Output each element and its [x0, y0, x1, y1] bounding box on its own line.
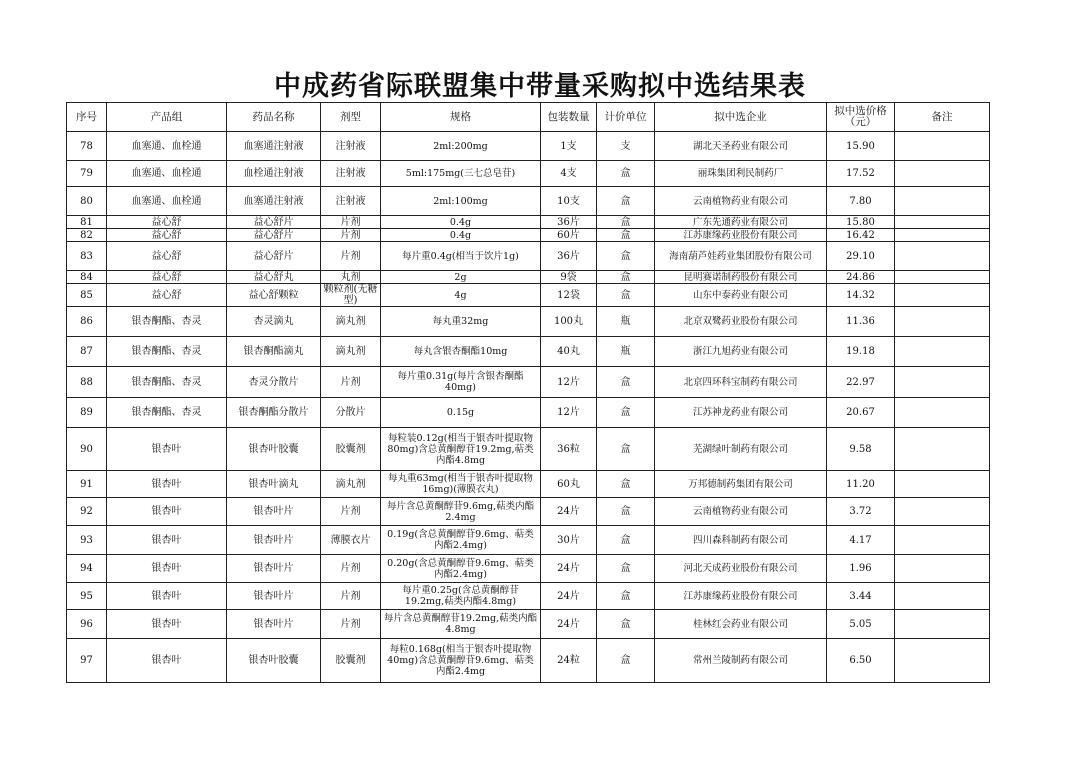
remark-cell	[895, 216, 990, 229]
spec-cell: 4g	[381, 284, 541, 307]
price-cell: 24.86	[827, 271, 895, 284]
index-cell: 96	[67, 610, 107, 639]
package-qty-cell: 4支	[541, 161, 597, 187]
table-row	[67, 610, 990, 639]
package-qty-cell: 12片	[541, 367, 597, 398]
price-cell: 29.10	[827, 242, 895, 271]
spec-cell: 每丸含银杏酮酯10mg	[381, 337, 541, 367]
drug-name-cell: 血塞通注射液	[227, 187, 321, 216]
dosage-form-cell: 丸剂	[321, 271, 381, 284]
remark-cell	[895, 526, 990, 555]
drug-name-cell: 血栓通注射液	[227, 161, 321, 187]
drug-name-cell: 银杏叶片	[227, 555, 321, 583]
product-group-cell: 银杏酮酯、杏灵	[107, 398, 227, 428]
header-cell: 计价单位	[597, 103, 655, 132]
unit-cell: 盒	[597, 271, 655, 284]
company-cell: 河北天成药业股份有限公司	[655, 555, 827, 583]
dosage-form-cell: 片剂	[321, 367, 381, 398]
index-cell: 97	[67, 639, 107, 683]
index-cell: 85	[67, 284, 107, 307]
remark-cell	[895, 498, 990, 526]
remark-cell	[895, 398, 990, 428]
unit-cell: 盒	[597, 583, 655, 610]
drug-name-cell: 益心舒片	[227, 242, 321, 271]
unit-cell: 盒	[597, 187, 655, 216]
table-row	[67, 428, 990, 471]
dosage-form-cell: 片剂	[321, 229, 381, 242]
product-group-cell: 银杏叶	[107, 610, 227, 639]
table-row	[67, 583, 990, 610]
product-group-cell: 益心舒	[107, 271, 227, 284]
package-qty-cell: 30片	[541, 526, 597, 555]
price-cell: 1.96	[827, 555, 895, 583]
price-cell: 20.67	[827, 398, 895, 428]
index-cell: 82	[67, 229, 107, 242]
remark-cell	[895, 229, 990, 242]
product-group-cell: 银杏叶	[107, 428, 227, 471]
results-table	[66, 102, 990, 683]
product-group-cell: 益心舒	[107, 229, 227, 242]
package-qty-cell: 24片	[541, 498, 597, 526]
unit-cell: 盒	[597, 555, 655, 583]
spec-cell: 每丸重63mg(相当于银杏叶提取物16mg)(薄膜衣丸)	[381, 471, 541, 498]
drug-name-cell: 银杏酮酯分散片	[227, 398, 321, 428]
company-cell: 浙江九旭药业有限公司	[655, 337, 827, 367]
price-cell: 3.44	[827, 583, 895, 610]
dosage-form-cell: 颗粒剂(无糖型)	[321, 284, 381, 307]
spec-cell: 每片含总黄酮醇苷9.6mg,萜类内酯2.4mg	[381, 498, 541, 526]
unit-cell: 盒	[597, 639, 655, 683]
remark-cell	[895, 161, 990, 187]
dosage-form-cell: 片剂	[321, 498, 381, 526]
dosage-form-cell: 片剂	[321, 216, 381, 229]
product-group-cell: 银杏叶	[107, 555, 227, 583]
table-row	[67, 471, 990, 498]
company-cell: 江苏神龙药业有限公司	[655, 398, 827, 428]
package-qty-cell: 24片	[541, 555, 597, 583]
spec-cell: 每片重0.25g(含总黄酮醇苷19.2mg,萜类内酯4.8mg)	[381, 583, 541, 610]
dosage-form-cell: 滴丸剂	[321, 471, 381, 498]
company-cell: 昆明赛诺制药股份有限公司	[655, 271, 827, 284]
header-cell: 药品名称	[227, 103, 321, 132]
remark-cell	[895, 187, 990, 216]
package-qty-cell: 36片	[541, 242, 597, 271]
table-row	[67, 161, 990, 187]
package-qty-cell: 36片	[541, 216, 597, 229]
unit-cell: 盒	[597, 284, 655, 307]
company-cell: 四川森科制药有限公司	[655, 526, 827, 555]
header-row	[67, 103, 990, 132]
price-cell: 7.80	[827, 187, 895, 216]
price-cell: 17.52	[827, 161, 895, 187]
table-row	[67, 307, 990, 337]
company-cell: 丽珠集团利民制药厂	[655, 161, 827, 187]
product-group-cell: 血塞通、血栓通	[107, 187, 227, 216]
price-cell: 5.05	[827, 610, 895, 639]
index-cell: 84	[67, 271, 107, 284]
table-row	[67, 216, 990, 229]
package-qty-cell: 1支	[541, 132, 597, 161]
product-group-cell: 益心舒	[107, 284, 227, 307]
spec-cell: 2g	[381, 271, 541, 284]
dosage-form-cell: 片剂	[321, 583, 381, 610]
drug-name-cell: 银杏叶滴丸	[227, 471, 321, 498]
remark-cell	[895, 271, 990, 284]
table-row	[67, 526, 990, 555]
remark-cell	[895, 471, 990, 498]
package-qty-cell: 60丸	[541, 471, 597, 498]
unit-cell: 盒	[597, 471, 655, 498]
spec-cell: 2ml:100mg	[381, 187, 541, 216]
spec-cell: 每粒0.168g(相当于银杏叶提取物40mg)含总黄酮醇苷9.6mg、萜类内酯2.4mg	[381, 639, 541, 683]
remark-cell	[895, 639, 990, 683]
spec-cell: 0.15g	[381, 398, 541, 428]
table-row	[67, 498, 990, 526]
product-group-cell: 血塞通、血栓通	[107, 161, 227, 187]
drug-name-cell: 杏灵分散片	[227, 367, 321, 398]
drug-name-cell: 银杏酮酯滴丸	[227, 337, 321, 367]
company-cell: 桂林红会药业有限公司	[655, 610, 827, 639]
unit-cell: 盒	[597, 367, 655, 398]
unit-cell: 瓶	[597, 307, 655, 337]
index-cell: 81	[67, 216, 107, 229]
package-qty-cell: 10支	[541, 187, 597, 216]
unit-cell: 瓶	[597, 337, 655, 367]
drug-name-cell: 银杏叶片	[227, 526, 321, 555]
drug-name-cell: 银杏叶片	[227, 498, 321, 526]
dosage-form-cell: 片剂	[321, 555, 381, 583]
unit-cell: 盒	[597, 216, 655, 229]
table-row	[67, 639, 990, 683]
unit-cell: 盒	[597, 610, 655, 639]
price-cell: 14.32	[827, 284, 895, 307]
company-cell: 江苏康缘药业股份有限公司	[655, 229, 827, 242]
company-cell: 云南植物药业有限公司	[655, 498, 827, 526]
spec-cell: 每片重0.4g(相当于饮片1g)	[381, 242, 541, 271]
index-cell: 86	[67, 307, 107, 337]
spec-cell: 2ml:200mg	[381, 132, 541, 161]
table-row	[67, 132, 990, 161]
spec-cell: 0.4g	[381, 229, 541, 242]
index-cell: 87	[67, 337, 107, 367]
remark-cell	[895, 583, 990, 610]
dosage-form-cell: 注射液	[321, 161, 381, 187]
table-row	[67, 367, 990, 398]
remark-cell	[895, 555, 990, 583]
dosage-form-cell: 注射液	[321, 187, 381, 216]
package-qty-cell: 9袋	[541, 271, 597, 284]
company-cell: 万邦德制药集团有限公司	[655, 471, 827, 498]
package-qty-cell: 100丸	[541, 307, 597, 337]
package-qty-cell: 40丸	[541, 337, 597, 367]
package-qty-cell: 24片	[541, 583, 597, 610]
remark-cell	[895, 307, 990, 337]
index-cell: 88	[67, 367, 107, 398]
company-cell: 北京双鹭药业股份有限公司	[655, 307, 827, 337]
table-row	[67, 242, 990, 271]
spec-cell: 0.4g	[381, 216, 541, 229]
price-cell: 15.90	[827, 132, 895, 161]
company-cell: 广东先通药业有限公司	[655, 216, 827, 229]
product-group-cell: 益心舒	[107, 216, 227, 229]
unit-cell: 盒	[597, 161, 655, 187]
dosage-form-cell: 滴丸剂	[321, 337, 381, 367]
header-cell: 拟中选价格（元）	[827, 103, 895, 132]
index-cell: 95	[67, 583, 107, 610]
drug-name-cell: 益心舒片	[227, 229, 321, 242]
remark-cell	[895, 132, 990, 161]
header-cell: 产品组	[107, 103, 227, 132]
table-row	[67, 271, 990, 284]
product-group-cell: 银杏叶	[107, 583, 227, 610]
price-cell: 3.72	[827, 498, 895, 526]
package-qty-cell: 24片	[541, 610, 597, 639]
company-cell: 常州兰陵制药有限公司	[655, 639, 827, 683]
header-cell: 备注	[895, 103, 990, 132]
header-cell: 规格	[381, 103, 541, 132]
price-cell: 6.50	[827, 639, 895, 683]
price-cell: 19.18	[827, 337, 895, 367]
index-cell: 93	[67, 526, 107, 555]
dosage-form-cell: 胶囊剂	[321, 639, 381, 683]
index-cell: 89	[67, 398, 107, 428]
price-cell: 11.36	[827, 307, 895, 337]
drug-name-cell: 益心舒片	[227, 216, 321, 229]
spec-cell: 每粒装0.12g(相当于银杏叶提取物80mg)含总黄酮醇苷19.2mg,萜类内酯4.8mg	[381, 428, 541, 471]
price-cell: 11.20	[827, 471, 895, 498]
table-body	[67, 132, 990, 683]
spec-cell: 每丸重32mg	[381, 307, 541, 337]
remark-cell	[895, 428, 990, 471]
dosage-form-cell: 片剂	[321, 242, 381, 271]
price-cell: 4.17	[827, 526, 895, 555]
page-title: 中成药省际联盟集中带量采购拟中选结果表	[274, 71, 806, 102]
drug-name-cell: 银杏叶片	[227, 610, 321, 639]
table-row	[67, 187, 990, 216]
product-group-cell: 血塞通、血栓通	[107, 132, 227, 161]
package-qty-cell: 12袋	[541, 284, 597, 307]
table-row	[67, 337, 990, 367]
spec-cell: 0.20g(含总黄酮醇苷9.6mg、萜类内酯2.4mg)	[381, 555, 541, 583]
remark-cell	[895, 242, 990, 271]
header-cell: 序号	[67, 103, 107, 132]
price-cell: 22.97	[827, 367, 895, 398]
drug-name-cell: 杏灵滴丸	[227, 307, 321, 337]
header-cell: 剂型	[321, 103, 381, 132]
unit-cell: 盒	[597, 398, 655, 428]
company-cell: 云南植物药业有限公司	[655, 187, 827, 216]
drug-name-cell: 银杏叶胶囊	[227, 428, 321, 471]
company-cell: 芜湖绿叶制药有限公司	[655, 428, 827, 471]
dosage-form-cell: 注射液	[321, 132, 381, 161]
drug-name-cell: 益心舒颗粒	[227, 284, 321, 307]
drug-name-cell: 银杏叶片	[227, 583, 321, 610]
unit-cell: 盒	[597, 242, 655, 271]
index-cell: 83	[67, 242, 107, 271]
table-row	[67, 555, 990, 583]
unit-cell: 盒	[597, 428, 655, 471]
company-cell: 海南葫芦娃药业集团股份有限公司	[655, 242, 827, 271]
package-qty-cell: 24粒	[541, 639, 597, 683]
spec-cell: 每片含总黄酮醇苷19.2mg,萜类内酯4.8mg	[381, 610, 541, 639]
drug-name-cell: 益心舒丸	[227, 271, 321, 284]
drug-name-cell: 银杏叶胶囊	[227, 639, 321, 683]
index-cell: 94	[67, 555, 107, 583]
package-qty-cell: 12片	[541, 398, 597, 428]
company-cell: 北京四环科宝制药有限公司	[655, 367, 827, 398]
index-cell: 80	[67, 187, 107, 216]
product-group-cell: 银杏叶	[107, 526, 227, 555]
company-cell: 江苏康缘药业股份有限公司	[655, 583, 827, 610]
unit-cell: 盒	[597, 229, 655, 242]
price-cell: 16.42	[827, 229, 895, 242]
table-row	[67, 398, 990, 428]
spec-cell: 5ml:175mg(三七总皂苷)	[381, 161, 541, 187]
spec-cell: 0.19g(含总黄酮醇苷9.6mg、萜类内酯2.4mg)	[381, 526, 541, 555]
product-group-cell: 银杏酮酯、杏灵	[107, 367, 227, 398]
price-cell: 9.58	[827, 428, 895, 471]
package-qty-cell: 36粒	[541, 428, 597, 471]
product-group-cell: 银杏叶	[107, 471, 227, 498]
dosage-form-cell: 片剂	[321, 610, 381, 639]
drug-name-cell: 血塞通注射液	[227, 132, 321, 161]
unit-cell: 盒	[597, 498, 655, 526]
table-row	[67, 229, 990, 242]
dosage-form-cell: 滴丸剂	[321, 307, 381, 337]
remark-cell	[895, 610, 990, 639]
price-cell: 15.80	[827, 216, 895, 229]
product-group-cell: 银杏叶	[107, 639, 227, 683]
dosage-form-cell: 胶囊剂	[321, 428, 381, 471]
index-cell: 91	[67, 471, 107, 498]
unit-cell: 支	[597, 132, 655, 161]
package-qty-cell: 60片	[541, 229, 597, 242]
table-row	[67, 284, 990, 307]
product-group-cell: 银杏酮酯、杏灵	[107, 307, 227, 337]
company-cell: 山东中泰药业有限公司	[655, 284, 827, 307]
product-group-cell: 银杏酮酯、杏灵	[107, 337, 227, 367]
index-cell: 78	[67, 132, 107, 161]
remark-cell	[895, 337, 990, 367]
remark-cell	[895, 367, 990, 398]
header-cell: 包装数量	[541, 103, 597, 132]
product-group-cell: 益心舒	[107, 242, 227, 271]
index-cell: 90	[67, 428, 107, 471]
spec-cell: 每片重0.31g(每片含银杏酮酯40mg)	[381, 367, 541, 398]
dosage-form-cell: 分散片	[321, 398, 381, 428]
product-group-cell: 银杏叶	[107, 498, 227, 526]
remark-cell	[895, 284, 990, 307]
company-cell: 湖北天圣药业有限公司	[655, 132, 827, 161]
header-cell: 拟中选企业	[655, 103, 827, 132]
dosage-form-cell: 薄膜衣片	[321, 526, 381, 555]
index-cell: 92	[67, 498, 107, 526]
index-cell: 79	[67, 161, 107, 187]
unit-cell: 盒	[597, 526, 655, 555]
